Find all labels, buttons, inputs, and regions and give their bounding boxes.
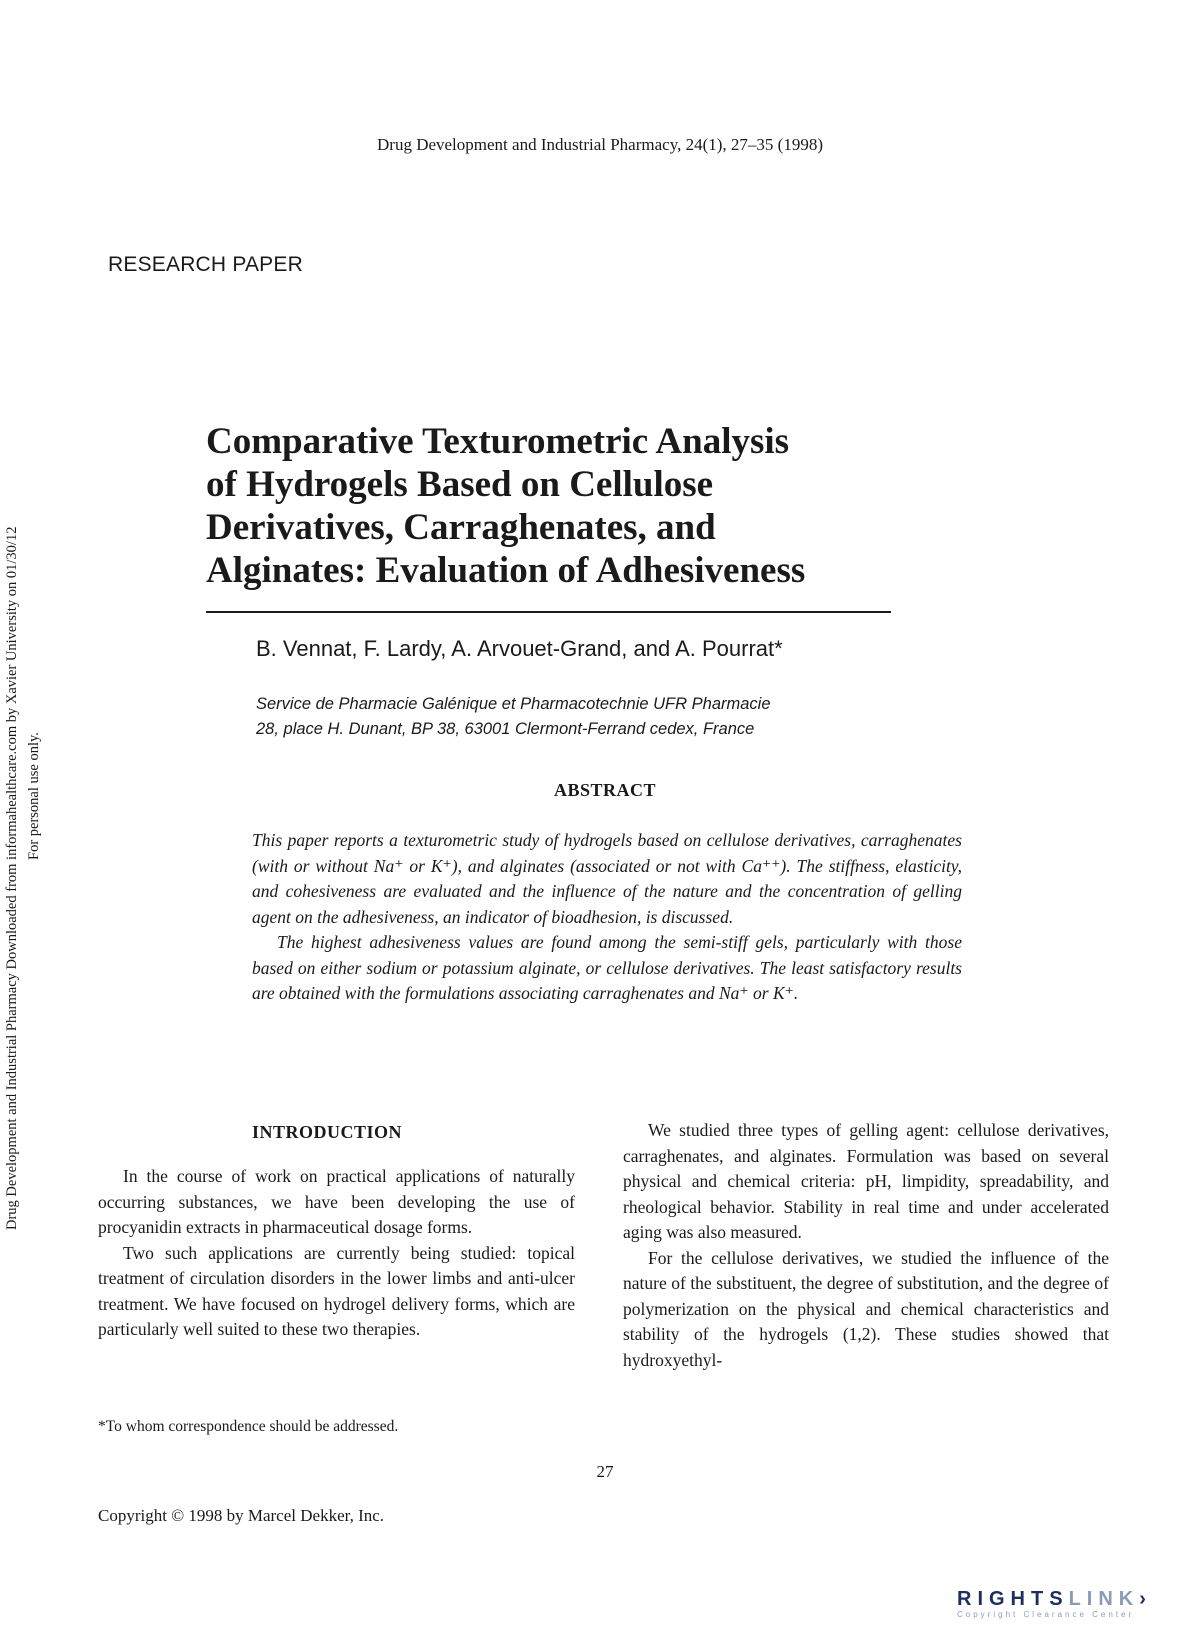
intro-paragraph-1: In the course of work on practical applications of naturally occurring substances, we have been developing the use of procyanidin extracts in pharmaceutical dosage forms. [98,1166,575,1237]
authors: B. Vennat, F. Lardy, A. Arvouet-Grand, and A. Pourrat* [256,636,783,661]
title-line-4: Alginates: Evaluation of Adhesiveness [206,550,806,591]
rightslink-logo [957,1588,1187,1638]
footnote: *To whom correspondence should be addressed. [98,1418,399,1435]
rightslink-word-rights: RIGHTS [957,1588,1069,1610]
abstract-paragraph-1: This paper reports a texturometric study of hydrogels based on cellulose derivatives, carraghenates (with or without Na⁺ or K⁺), and alginates (associated or not with Ca⁺⁺). The stiffness, elasticity, and cohesiveness are evaluated and the influence of the nature and the concentration of gelling agent on the adhesiveness, an indicator of bioadhesion, is discussed. [252,830,962,927]
side-note-line-1: Drug Development and Industrial Pharmacy Downloaded from informahealthcare.com by Xavier University on 01/30/12 [4,526,20,1230]
journal-citation: Drug Development and Industrial Pharmacy, 24(1), 27–35 (1998) [377,135,823,154]
body-column-right [623,1118,1109,1373]
intro-paragraph-2: Two such applications are currently being studied: topical treatment of circulation disorders in the lower limbs and anti-ulcer treatment. We have focused on hydrogel delivery forms, which are particularly well suited to these two therapies. [98,1242,575,1339]
affiliation [256,692,771,742]
abstract-heading: ABSTRACT [553,780,657,800]
body-column-left [98,1164,575,1343]
title-line-1: Comparative Texturometric Analysis [206,421,790,462]
abstract-body [252,828,962,1007]
title-line-2: of Hydrogels Based on Cellulose [206,464,714,505]
rightslink-tagline: Copyright Clearance Center [957,1610,1135,1619]
page-number: 27 [596,1462,614,1481]
rightslink-word-link: LINK [1068,1588,1140,1610]
copyright-notice: Copyright © 1998 by Marcel Dekker, Inc. [98,1506,385,1525]
rightslink-arrow-icon: › [1139,1588,1152,1610]
title-divider [206,611,891,613]
intro-paragraph-4: For the cellulose derivatives, we studied the influence of the nature of the substituent, the degree of substitution, and the degree of polymerization on the physical and chemical characteristics and stability of the hydrogels (1,2). These studies showed that hydroxyethyl- [623,1247,1109,1370]
introduction-heading: INTRODUCTION [252,1122,403,1142]
abstract-paragraph-2: The highest adhesiveness values are found among the semi-stiff gels, particularly with those based on either sodium or potassium alginate, or cellulose derivatives. The least satisfactory results are obtained with the formulations associating carraghenates and Na⁺ or K⁺. [252,932,962,1003]
section-label: RESEARCH PAPER [108,253,303,276]
download-side-note [2,430,48,1240]
affiliation-line-2: 28, place H. Dunant, BP 38, 63001 Clermont-Ferrand cedex, France [256,720,755,738]
affiliation-line-1: Service de Pharmacie Galénique et Pharmacotechnie UFR Pharmacie [256,695,771,713]
intro-paragraph-3: We studied three types of gelling agent: cellulose derivatives, carraghenates, and alginates. Formulation was based on several physical and chemical criteria: pH, limpidity, spreadability, and rheological behavior. Stability in real time and under accelerated aging was also measured. [623,1120,1109,1242]
rightslink-wordmark [957,1588,1187,1611]
side-note-line-2: For personal use only. [26,732,42,860]
article-title [206,420,906,592]
title-line-3: Derivatives, Carraghenates, and [206,507,716,548]
